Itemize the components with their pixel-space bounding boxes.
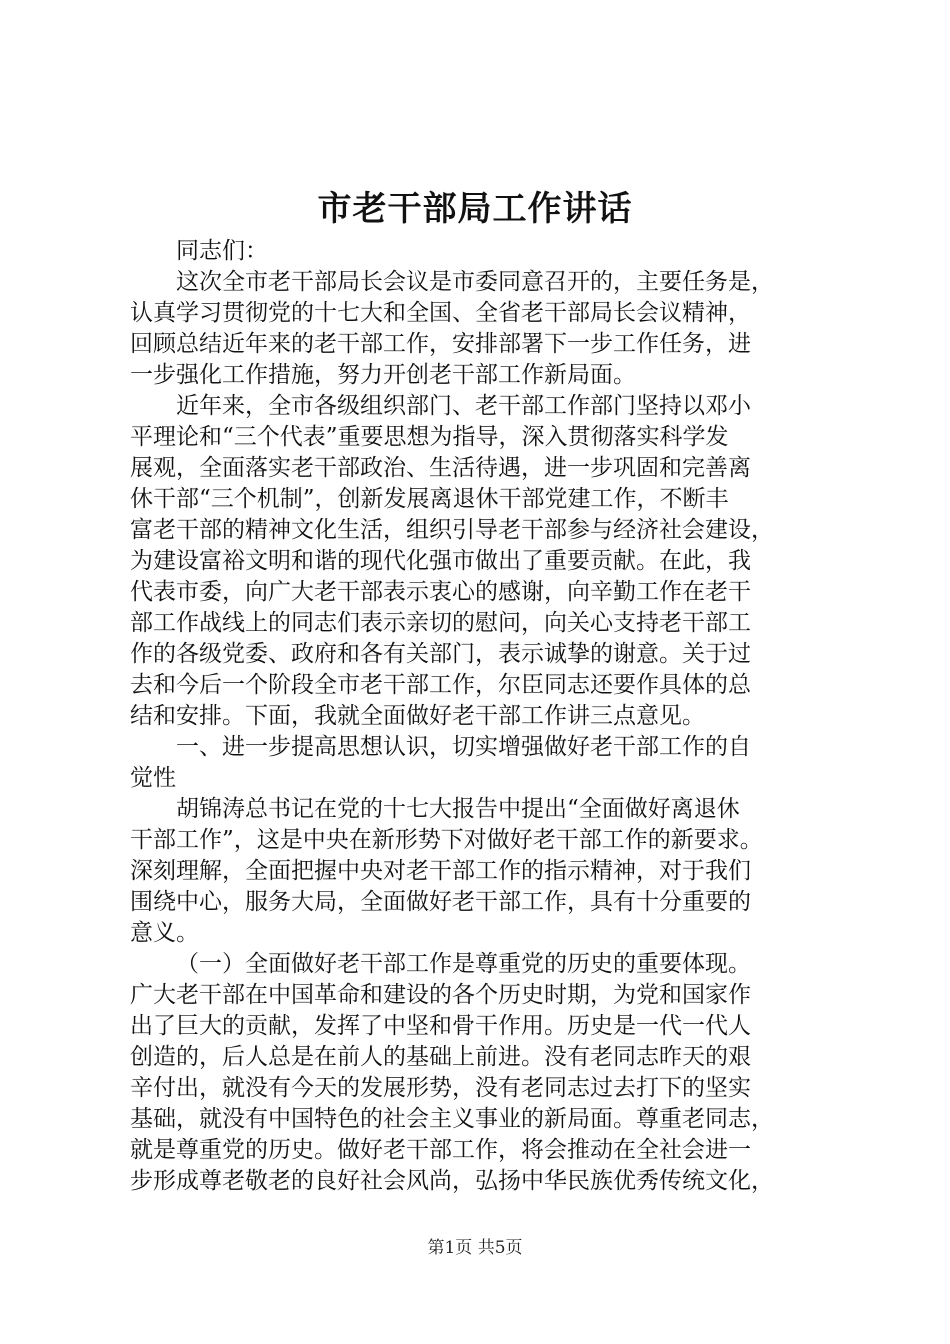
text-line: 围绕中心，服务大局，全面做好老干部工作，具有十分重要的	[130, 889, 751, 915]
text-line: 同志们：	[176, 238, 268, 264]
text-line: 干部工作”，这是中央在新形势下对做好老干部工作的新要求。	[130, 827, 763, 853]
text-line: 一步强化工作措施，努力开创老干部工作新局面。	[130, 362, 636, 388]
text-line: 一、进一步提高思想认识，切实增强做好老干部工作的自	[176, 734, 751, 760]
text-line: 结和安排。下面，我就全面做好老干部工作讲三点意见。	[130, 703, 705, 729]
text-line: （一）全面做好老干部工作是尊重党的历史的重要体现。	[176, 951, 751, 977]
text-line: 平理论和“三个代表”重要思想为指导，深入贯彻落实科学发	[130, 424, 729, 450]
text-line: 步形成尊老敬老的良好社会风尚，弘扬中华民族优秀传统文化，	[130, 1168, 774, 1194]
text-line: 部工作战线上的同志们表示亲切的慰问，向关心支持老干部工	[130, 610, 751, 636]
text-line: 休干部“三个机制”，创新发展离退休干部党建工作，不断丰	[130, 486, 729, 512]
text-line: 回顾总结近年来的老干部工作，安排部署下一步工作任务，进	[130, 331, 751, 357]
text-line: 这次全市老干部局长会议是市委同意召开的，主要任务是，	[176, 269, 774, 295]
text-line: 近年来，全市各级组织部门、老干部工作部门坚持以邓小	[176, 393, 751, 419]
text-line: 意义。	[130, 920, 199, 946]
text-line: 创造的，后人总是在前人的基础上前进。没有老同志昨天的艰	[130, 1044, 751, 1070]
text-line: 代表市委，向广大老干部表示衷心的感谢，向辛勤工作在老干	[130, 579, 751, 605]
text-line: 就是尊重党的历史。做好老干部工作，将会推动在全社会进一	[130, 1137, 751, 1163]
text-line: 作的各级党委、政府和各有关部门，表示诚挚的谢意。关于过	[130, 641, 751, 667]
text-line: 觉性	[130, 765, 176, 791]
text-line: 为建设富裕文明和谐的现代化强市做出了重要贡献。在此，我	[130, 548, 751, 574]
text-line: 富老干部的精神文化生活，组织引导老干部参与经济社会建设，	[130, 517, 774, 543]
text-line: 辛付出，就没有今天的发展形势，没有老同志过去打下的坚实	[130, 1075, 751, 1101]
document-body	[130, 236, 834, 1197]
text-line: 展观，全面落实老干部政治、生活待遇，进一步巩固和完善离	[130, 455, 751, 481]
text-line: 广大老干部在中国革命和建设的各个历史时期，为党和国家作	[130, 982, 751, 1008]
text-line: 认真学习贯彻党的十七大和全国、全省老干部局长会议精神，	[130, 300, 751, 326]
text-line: 基础，就没有中国特色的社会主义事业的新局面。尊重老同志，	[130, 1106, 774, 1132]
text-line: 出了巨大的贡献，发挥了中坚和骨干作用。历史是一代一代人	[130, 1013, 751, 1039]
text-line: 去和今后一个阶段全市老干部工作，尔臣同志还要作具体的总	[130, 672, 751, 698]
text-line: 深刻理解，全面把握中央对老干部工作的指示精神，对于我们	[130, 858, 751, 884]
page-footer: 第1页 共5页	[427, 1238, 523, 1258]
document-title: 市老干部局工作讲话	[317, 189, 633, 229]
text-line: 胡锦涛总书记在党的十七大报告中提出“全面做好离退休	[176, 796, 740, 822]
